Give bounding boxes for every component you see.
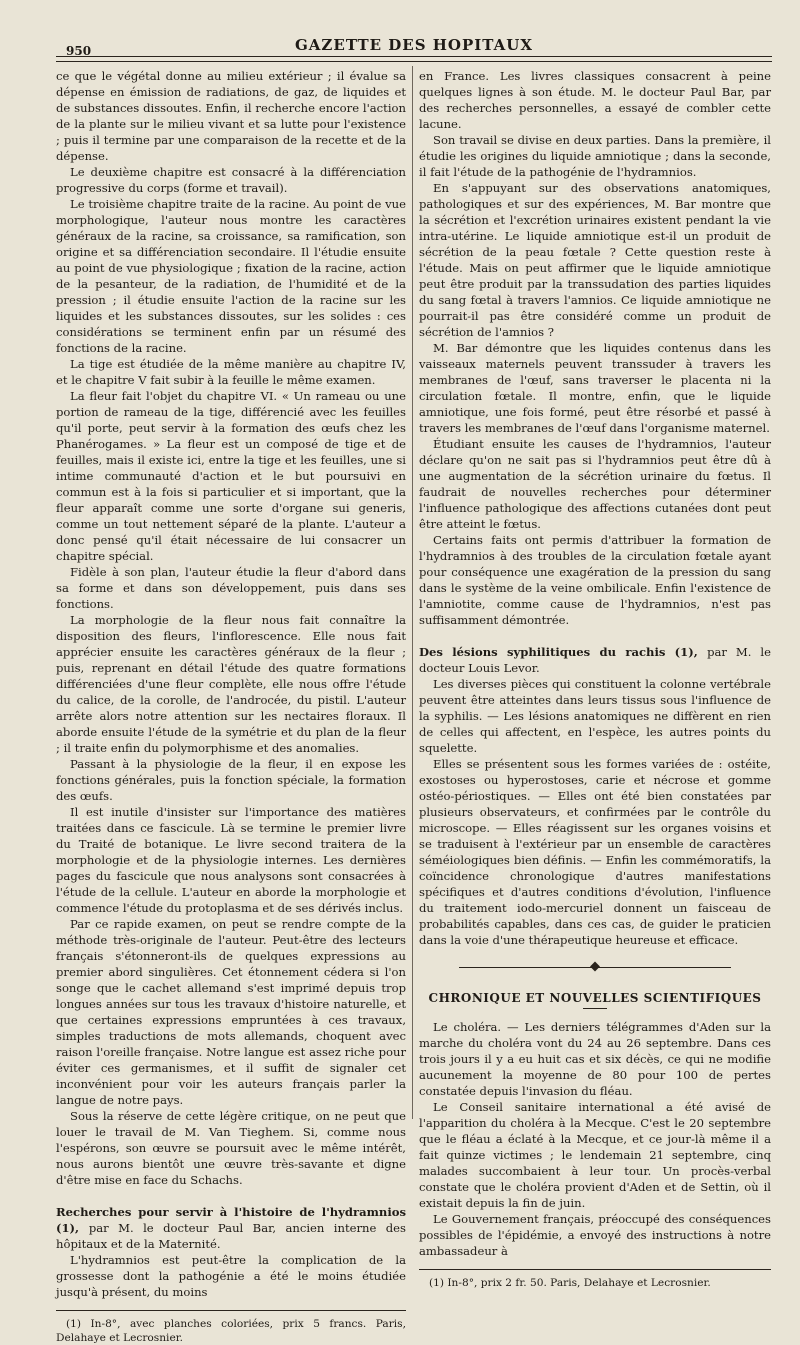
article-title: Recherches pour servir à l'histoire de l'hydramnios (1), xyxy=(56,1205,406,1235)
column-divider xyxy=(412,66,413,1119)
page-number: 950 xyxy=(66,44,92,58)
footnote-rule xyxy=(56,1310,406,1311)
article-heading xyxy=(56,1204,406,1252)
section-rule xyxy=(583,1008,607,1009)
right-column xyxy=(419,68,771,1290)
paragraph: Certains faits ont permis d'attribuer la formation de l'hydramnios à des troubles de la circulation fœtale ayant pour conséquence une exagération de la pression du sang dans le système de la veine ombilicale. Enfin l'existence de l'amniotite, comme cause de l'hydramnios, n'est pas suffisamment démontrée. xyxy=(419,533,771,627)
paragraph: Il est inutile d'insister sur l'importance des matières traitées dans ce fascicule. Là se termine le premier livre du Traité de botanique. Le livre second traitera de la morphologie et de la physiologie internes. Les dernières pages du fascicule que nous analysons sont consacrées à l'étude de la cellule. L'auteur en aborde la morphologie et commence l'étude du protoplasma et de ses dérivés inclus. xyxy=(56,805,406,915)
paragraph: En s'appuyant sur des observations anatomiques, pathologiques et sur des expériences, M. Bar montre que la sécrétion et l'excrétion urinaires existent pendant la vie intra-utérine. Le liquide amniotique est-il un produit de sécrétion de la peau fœtale ? Cette question reste à l'étude. Mais on peut affirmer que le liquide amniotique peut être produit par la transsudation des parties liquides du sang fœtal à travers l'amnios. Ce liquide amniotique ne pourrait-il pas être considéré comme un produit de sécrétion de l'amnios ? xyxy=(419,181,771,339)
paragraph: La tige est étudiée de la même manière au chapitre IV, et le chapitre V fait subir à la feuille le même examen. xyxy=(56,357,406,387)
header-rule xyxy=(56,56,772,62)
diamond-ornament-icon xyxy=(590,962,600,972)
article-title: Des lésions syphilitiques du rachis (1), xyxy=(419,645,698,659)
paragraph: Sous la réserve de cette légère critique, on ne peut que louer le travail de M. Van Tieghem. Si, comme nous l'espérons, son œuvre se poursuit avec le même intérêt, nous aurons bientôt une œuvre très-savante et digne d'être mise en face du Schachs. xyxy=(56,1109,406,1187)
paragraph: M. Bar démontre que les liquides contenus dans les vaisseaux maternels peuvent transsuder à travers les membranes de l'œuf, sans traverser le placenta ni la circulation fœtale. Il montre, enfin, que le liquide amniotique, une fois formé, peut être résorbé et passé à travers les membranes de l'œuf dans l'organisme maternel. xyxy=(419,341,771,435)
paragraph: Le deuxième chapitre est consacré à la différenciation progressive du corps (forme et travail). xyxy=(56,165,406,195)
paragraph: La morphologie de la fleur nous fait connaître la disposition des fleurs, l'inflorescence. Elle nous fait apprécier ensuite les caractères généraux de la fleur ; puis, reprenant en détail l'étude des quatre formations différenciées d'une fleur complète, elle nous offre l'étude du calice, de la corolle, de l'androcée, du pistil. L'auteur arrête alors notre attention sur les nectaires floraux. Il aborde ensuite l'étude de la symétrie et du plan de la fleur ; il traite enfin du polymorphisme et des anomalies. xyxy=(56,613,406,755)
ornamental-divider xyxy=(459,962,731,974)
article-heading xyxy=(419,644,771,676)
paragraph: Fidèle à son plan, l'auteur étudie la fleur d'abord dans sa forme et dans son développement, puis dans ses fonctions. xyxy=(56,565,406,611)
paragraph: Passant à la physiologie de la fleur, il en expose les fonctions générales, puis la fonction spéciale, la formation des œufs. xyxy=(56,757,406,803)
section-title: CHRONIQUE ET NOUVELLES SCIENTIFIQUES xyxy=(428,991,762,1005)
article-byline: par M. le docteur Paul Bar, ancien interne des hôpitaux et de la Maternité. xyxy=(56,1221,406,1251)
footnote: (1) In-8°, prix 2 fr. 50. Paris, Delahaye et Lecrosnier. xyxy=(429,1277,711,1289)
paragraph: Le Gouvernement français, préoccupé des conséquences possibles de l'épidémie, a envoyé des instructions à notre ambassadeur à xyxy=(419,1212,771,1258)
paragraph: Le troisième chapitre traite de la racine. Au point de vue morphologique, l'auteur nous montre les caractères généraux de la racine, sa croissance, sa ramification, son origine et sa différenciation secondaire. Il l'étudie ensuite au point de vue physiologique ; fixation de la racine, action de la pesanteur, de la radiation, de l'humidité et de la pression ; il étudie ensuite l'action de la racine sur les liquides et les substances dissoutes, sur les solides : ces considérations se terminent enfin par un résumé des fonctions de la racine. xyxy=(56,197,406,355)
paragraph: Le Conseil sanitaire international a été avisé de l'apparition du choléra à la Mecque. C'est le 20 septembre que le fléau a éclaté à la Mecque, et ce jour-là même il a fait quinze victimes ; le lendemain 21 septembre, cinq malades succombaient à leur tour. Un procès-verbal constate que le choléra provient d'Aden et de Settin, où il existait depuis la fin de juin. xyxy=(419,1100,771,1210)
paragraph: L'hydramnios est peut-être la complication de la grossesse dont la pathogénie a été le moins étudiée jusqu'à présent, du moins xyxy=(56,1253,406,1299)
paragraph: Les diverses pièces qui constituent la colonne vertébrale peuvent être atteintes dans leurs tissus sous l'influence de la syphilis. — Les lésions anatomiques ne diffèrent en rien de celles qui affectent, en l'espèce, les autres points du squelette. xyxy=(419,677,771,755)
footnote-rule xyxy=(419,1269,771,1270)
paragraph: Le choléra. — Les derniers télégrammes d'Aden sur la marche du choléra vont du 24 au 26 septembre. Dans ces trois jours il y a eu huit cas et six décès, ce qui ne modifie aucunement la moyenne de 80 pour 100 de pertes constatée depuis l'invasion du fléau. xyxy=(419,1020,771,1098)
paragraph: Elles se présentent sous les formes variées de : ostéite, exostoses ou hyperostoses, carie et nécrose et gomme ostéo-périostiques. — Elles ont été bien constatées par plusieurs observateurs, et confirmées par le contrôle du microscope. — Elles réagissent sur les organes voisins et se traduisent à l'extérieur par un ensemble de caractères séméiologiques bien définis. — Enfin les commémoratifs, la coïncidence chronologique d'autres manifestations spécifiques et d'autres conditions d'évolution, l'influence du traitement iodo-mercuriel donnent un faisceau de probabilités capables, dans ces cas, de guider le praticien dans la voie d'une thérapeutique heureuse et efficace. xyxy=(419,757,771,947)
paragraph: en France. Les livres classiques consacrent à peine quelques lignes à son étude. M. le docteur Paul Bar, par des recherches personnelles, a essayé de combler cette lacune. xyxy=(419,69,771,131)
paragraph: Par ce rapide examen, on peut se rendre compte de la méthode très-originale de l'auteur. Peut-être des lecteurs français s'étonneront-ils de quelques expressions au premier abord singulières. Cet étonnement cédera si l'on songe que le cachet allemand s'est imprimé depuis trop longues années sur tous les travaux d'histoire naturelle, et que certaines expressions empruntées à ces travaux, simples traductions de mots allemands, choquent avec raison l'oreille française. Notre langue est assez riche pour éviter ces germanismes, et il suffit de signaler cet inconvénient pour voir les auteurs français parler la langue de notre pays. xyxy=(56,917,406,1107)
paragraph: La fleur fait l'objet du chapitre VI. « Un rameau ou une portion de rameau de la tige, différencié avec les feuilles qu'il porte, peut servir à la formation des œufs chez les Phanérogames. » La fleur est un composé de tige et de feuilles, mais il existe ici, entre la tige et les feuilles, une si intime communauté d'action et le but poursuivi en commun est à la fois si particulier et si important, que la fleur apparaît comme une sorte d'organe sui generis, comme un tout nettement séparé de la plante. L'auteur a donc pensé qu'il était nécessaire de lui consacrer un chapitre spécial. xyxy=(56,389,406,563)
paragraph: Son travail se divise en deux parties. Dans la première, il étudie les origines du liquide amniotique ; dans la seconde, il fait l'étude de la pathogénie de l'hydramnios. xyxy=(419,133,771,179)
paragraph: ce que le végétal donne au milieu extérieur ; il évalue sa dépense en émission de radiations, de gaz, de liquides et de substances dissoutes. Enfin, il recherche encore l'action de la plante sur le milieu vivant et sa lutte pour l'existence ; puis il termine par une comparaison de la recette et de la dépense. xyxy=(56,69,406,163)
footnote: (1) In-8°, avec planches coloriées, prix 5 francs. Paris, Delahaye et Lecrosnier. xyxy=(56,1318,406,1344)
paragraph: Étudiant ensuite les causes de l'hydramnios, l'auteur déclare qu'on ne sait pas si l'hydramnios peut être dû à une augmentation de la sécrétion urinaire du fœtus. Il faudrait de nouvelles recherches pour déterminer l'influence pathologique des affections cutanées dont peut être atteint le fœtus. xyxy=(419,437,771,531)
journal-title: GAZETTE DES HOPITAUX xyxy=(294,36,533,54)
left-column xyxy=(56,68,406,1345)
article-byline: par M. le docteur Louis Levor. xyxy=(419,645,771,675)
